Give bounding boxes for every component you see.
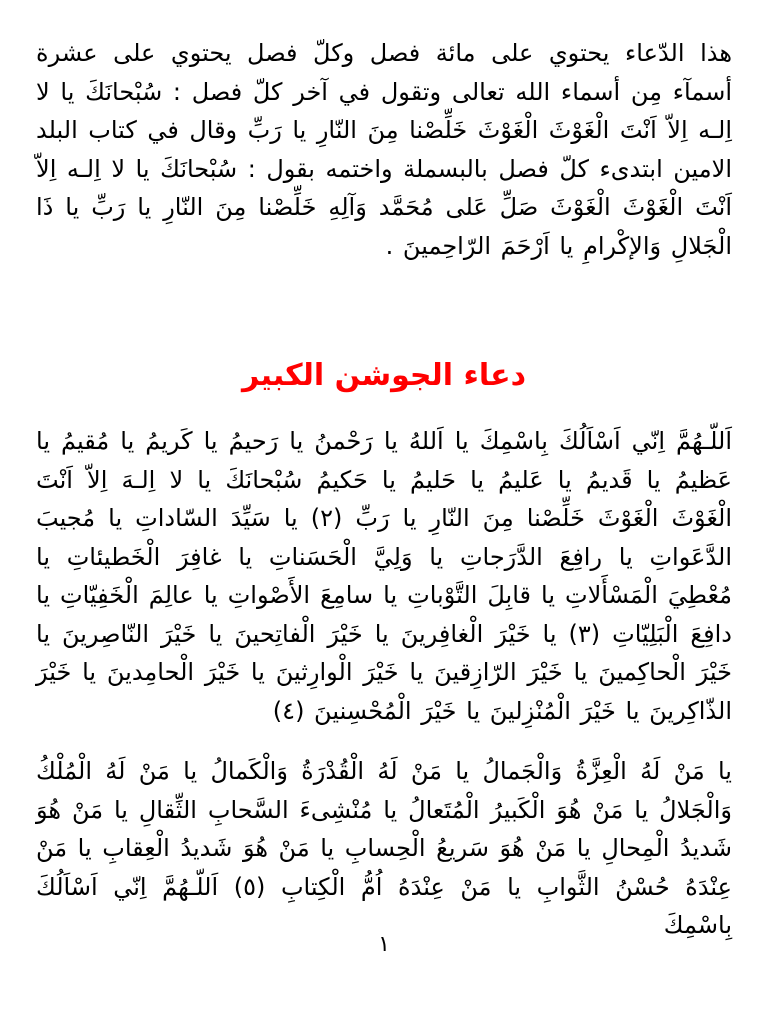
intro-paragraph: هذا الدّعاء يحتوي على مائة فصل وكلّ فصل يحتوي على عشرة أسمآء مِن أسماء الله تعالى وتقول في آخر كلّ فصل : سُبْحانَكَ يا لا اِلـه اِلاّ اَنْتَ الْغَوْثَ الْغَوْثَ خَلِّصْنا مِنَ النّارِ يا رَبِّ وقال في كتاب البلد الامين ابتدىء كلّ فصل بالبسملة واختمه بقول : سُبْحانَكَ يا لا اِلـه اِلاّ اَنْتَ الْغَوْثَ الْغَوْثَ صَلِّ عَلى مُحَمَّد وَآلِهِ خَلِّصْنا مِنَ النّارِ يا رَبِّ يا ذَا الْجَلالِ وَالإكْرامِ يا اَرْحَمَ الرّاحِمينَ . bbox=[36, 39, 732, 260]
page-title: دعاء الجوشن الكبير bbox=[241, 358, 526, 393]
prayer-section-2: يا مَنْ لَهُ الْعِزَّةُ وَالْجَمالُ يا مَنْ لَهُ الْقُدْرَةُ وَالْكَمالُ يا مَنْ لَهُ الْمُلْكُ وَالْجَلالُ يا مَنْ هُوَ الْكَبيرُ الْمُتَعالُ يا مُنْشِىءَ السَّحابِ الثِّقالِ يا مَنْ هُوَ شَديدُ الْمِحالِ يا مَنْ هُوَ سَريعُ الْحِسابِ يا مَنْ هُوَ شَديدُ الْعِقابِ يا مَنْ عِنْدَهُ حُسْنُ الثَّوابِ يا مَنْ عِنْدَهُ اُمُّ الْكِتابِ (٥) اَللّـهُمَّ اِنّي اَسْاَلُكَ بِاسْمِكَ bbox=[36, 757, 732, 939]
prayer-section-1: اَللّـهُمَّ اِنّي اَسْاَلُكَ بِاسْمِكَ يا اَللهُ يا رَحْمنُ يا رَحيمُ يا كَريمُ يا مُقيمُ يا عَظيمُ يا قَديمُ يا عَليمُ يا حَليمُ يا حَكيمُ سُبْحانَكَ يا لا اِلـهَ اِلاّ اَنْتَ الْغَوْثَ الْغَوْثَ خَلِّصْنا مِنَ النّارِ يا رَبِّ (٢) يا سَيِّدَ السّاداتِ يا مُجيبَ الدَّعَواتِ يا رافِعَ الدَّرَجاتِ يا وَلِيَّ الْحَسَناتِ يا غافِرَ الْخَطيئاتِ يا مُعْطِيَ الْمَسْأَلاتِ يا قابِلَ التَّوْباتِ يا سامِعَ الأَصْواتِ يا عالِمَ الْخَفِيّاتِ يا دافِعَ الْبَلِيّاتِ (٣) يا خَيْرَ الْغافِرينَ يا خَيْرَ الْفاتِحينَ يا خَيْرَ النّاصِرينَ يا خَيْرَ الْحاكِمينَ يا خَيْرَ الرّازِقينَ يا خَيْرَ الْوارِثينَ يا خَيْرَ الْحامِدينَ يا خَيْرَ الذّاكِرينَ يا خَيْرَ الْمُنْزِلينَ يا خَيْرَ الْمُحْسِنينَ (٤) bbox=[36, 427, 732, 725]
page-number: ١ bbox=[378, 932, 390, 957]
